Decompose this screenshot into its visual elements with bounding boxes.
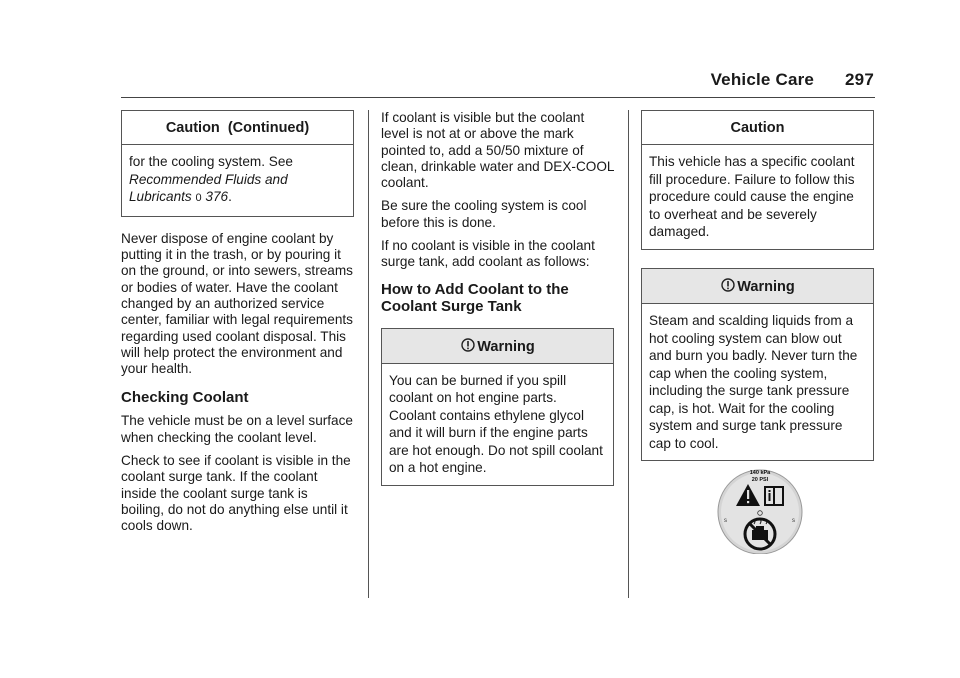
paragraph-dispose: Never dispose of engine coolant by putting it in the trash, or by pouring it on the ground, or into sewers, streams or bodies of water. Have the coolant changed by an authorized service center, familiar with legal requirements regarding used coolant disposal. This will help protect the environment and your health. <box>121 230 353 377</box>
heading-checking-coolant: Checking Coolant <box>121 389 249 407</box>
column-divider <box>368 110 369 598</box>
warning-box-burn <box>381 328 614 486</box>
column-2 <box>381 110 614 500</box>
no-open-hot-icon <box>745 519 775 549</box>
warning-title-text: Warning <box>737 278 795 295</box>
cap-pressure-kpa: 140 kPa <box>749 470 771 476</box>
cap-pressure-psi: 20 PSI <box>751 477 769 483</box>
warning-box-steam <box>641 268 874 461</box>
warning-text: You can be burned if you spill coolant on hot engine parts. Coolant contains ethylene glycol and it will burn if the engine parts are hot enough. Do not spill coolant on a hot engine. <box>389 372 603 476</box>
column-1 <box>121 110 354 542</box>
caution-box <box>641 110 874 250</box>
page-number: 297 <box>845 70 874 89</box>
paragraph-if-none: If no coolant is visible in the coolant surge tank, add coolant as follows: <box>381 238 595 270</box>
page-reference-icon: 0 <box>195 192 202 205</box>
paragraph-check: Check to see if coolant is visible in the coolant surge tank. If the coolant inside the coolant surge tank is boiling, do not do anything else until it cools down. <box>121 453 351 534</box>
warning-body <box>382 364 613 485</box>
paragraph-if-visible: If coolant is visible but the coolant level is not at or above the mark pointed to, add a 50/50 mixture of clean, drinkable water and DEX-COOL coolant. <box>381 110 614 191</box>
paragraph-cool: Be sure the cooling system is cool before this is done. <box>381 198 587 230</box>
page-header <box>711 70 874 90</box>
reference-page[interactable]: 376 <box>205 189 229 205</box>
manual-book-icon <box>764 486 784 506</box>
warning-body <box>642 304 873 460</box>
caution-continued-text: for the cooling system. See <box>129 154 293 170</box>
caution-continued-box <box>121 110 354 217</box>
warning-icon <box>720 278 735 295</box>
caution-body <box>642 145 873 249</box>
reference-link-title[interactable]: Recommended Fluids and Lubricants <box>129 171 288 205</box>
warning-title <box>642 269 873 304</box>
reference-end: . <box>228 189 232 205</box>
column-divider <box>628 110 629 598</box>
paragraph-level: The vehicle must be on a level surface when checking the coolant level. <box>121 413 353 445</box>
caution-text: This vehicle has a specific coolant fill procedure. Failure to follow this procedure could cause the engine to overheat and be severely damaged. <box>649 154 855 240</box>
svg-text:s: s <box>724 518 727 524</box>
svg-text:s: s <box>792 518 795 524</box>
warning-title-text: Warning <box>477 338 535 355</box>
caution-continued-title: Caution (Continued) <box>122 111 353 145</box>
caution-continued-body <box>122 145 353 216</box>
column-3 <box>641 110 874 475</box>
header-rule <box>121 97 875 98</box>
warning-title <box>382 329 613 364</box>
section-title: Vehicle Care <box>710 70 815 89</box>
warning-icon <box>460 338 475 355</box>
caution-title: Caution <box>642 111 873 145</box>
warning-text: Steam and scalding liquids from a hot cooling system can blow out and burn you badly. Never turn the cap when the cooling system, including the surge tank pressure cap, is hot. Wait for the cooling system and surge tank pressure cap to cool. <box>649 313 858 451</box>
heading-add-coolant: How to Add Coolant to the Coolant Surge Tank <box>381 280 569 315</box>
surge-tank-cap-illustration <box>706 466 814 554</box>
